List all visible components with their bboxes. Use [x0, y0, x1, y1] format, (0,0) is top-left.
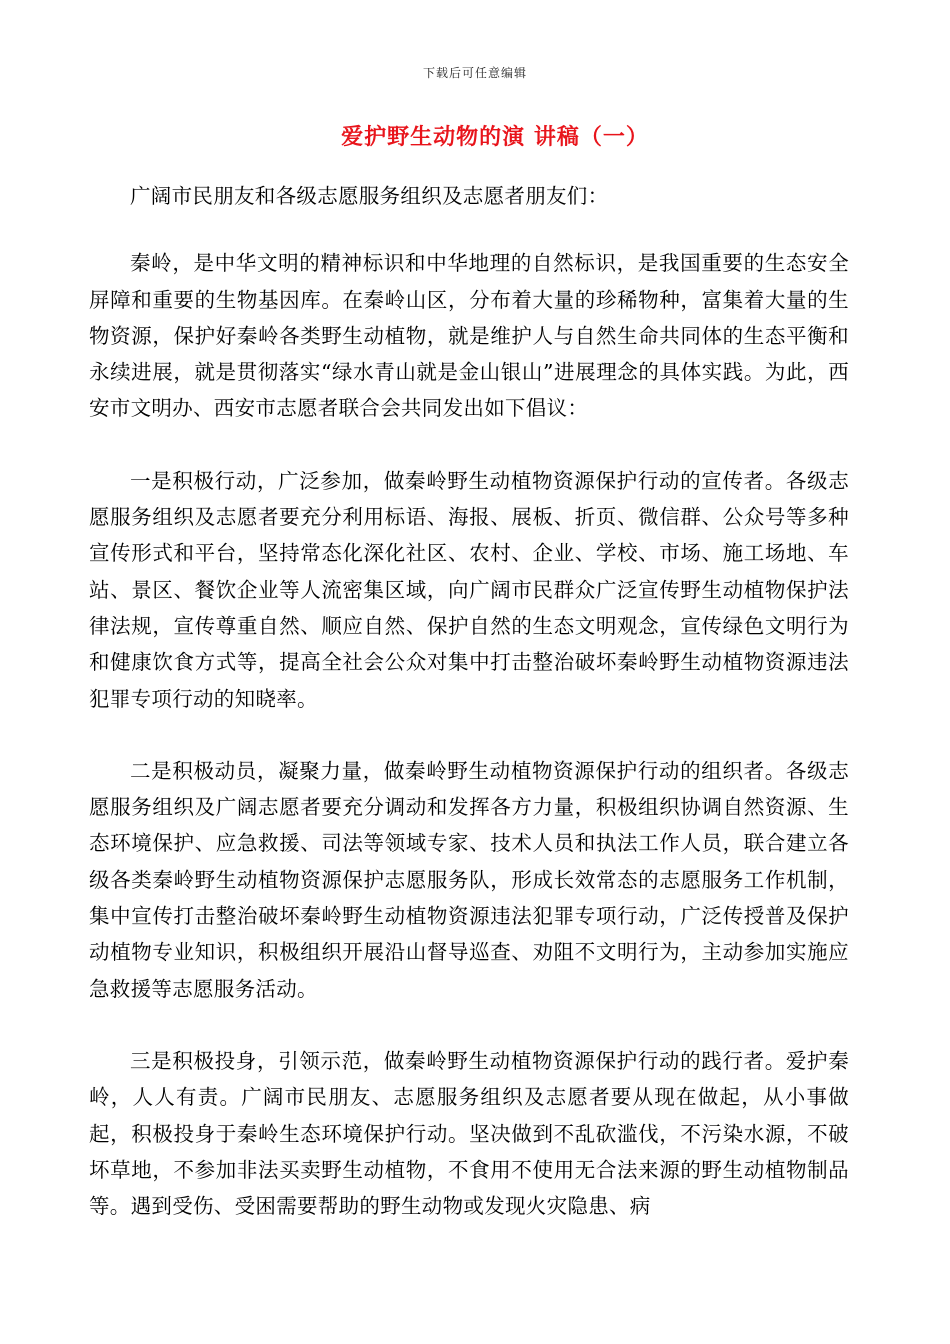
proposal-three-paragraph: 三是积极投身，引领示范，做秦岭野生动植物资源保护行动的践行者。爱护秦岭，人人有责。广阔市民朋友、志愿服务组织及志愿者要从现在做起，从小事做起，积极投身于秦岭生态环境保护行动。坚决做到不乱砍滥伐，不污染水源，不破坏草地，不参加非法买卖野生动植物，不食用不使用无合法来源的野生动植物制品等。遇到受伤、受困需要帮助的野生动物或发现火灾隐患、病	[89, 1048, 849, 1219]
header-note: 下载后可任意编辑	[422, 66, 527, 80]
greeting-paragraph: 广阔市民朋友和各级志愿服务组织及志愿者朋友们：	[130, 184, 609, 208]
document-body	[89, 178, 849, 1260]
document-title: 爱护野生动物的演 讲稿（一）	[341, 125, 649, 150]
proposal-two-paragraph: 二是积极动员，凝聚力量，做秦岭野生动植物资源保护行动的组织者。各级志愿服务组织及广阔志愿者要充分调动和发挥各方力量，积极组织协调自然资源、生态环境保护、应急救援、司法等领域专家、技术人员和执法工作人员，联合建立各级各类秦岭野生动植物资源保护志愿服务队，形成长效常态的志愿服务工作机制，集中宣传打击整治破坏秦岭野生动植物资源违法犯罪专项行动，广泛传授普及保护动植物专业知识，积极组织开展沿山督导巡查、劝阻不文明行为，主动参加实施应急救援等志愿服务活动。	[89, 758, 849, 1001]
intro-paragraph: 秦岭，是中华文明的精神标识和中华地理的自然标识，是我国重要的生态安全屏障和重要的生物基因库。在秦岭山区，分布着大量的珍稀物种，富集着大量的生物资源，保护好秦岭各类野生动植物，就是维护人与自然生命共同体的生态平衡和永续进展，就是贯彻落实“绿水青山就是金山银山”进展理念的具体实践。为此，西安市文明办、西安市志愿者联合会共同发出如下倡议：	[89, 251, 849, 421]
proposal-one-paragraph: 一是积极行动，广泛参加，做秦岭野生动植物资源保护行动的宣传者。各级志愿服务组织及志愿者要充分利用标语、海报、展板、折页、微信群、公众号等多种宣传形式和平台，坚持常态化深化社区、农村、企业、学校、市场、施工场地、车站、景区、餐饮企业等人流密集区域，向广阔市民群众广泛宣传野生动植物保护法律法规，宣传尊重自然、顺应自然、保护自然的生态文明观念，宣传绿色文明行为和健康饮食方式等，提高全社会公众对集中打击整治破坏秦岭野生动植物资源违法犯罪专项行动的知晓率。	[89, 468, 849, 711]
